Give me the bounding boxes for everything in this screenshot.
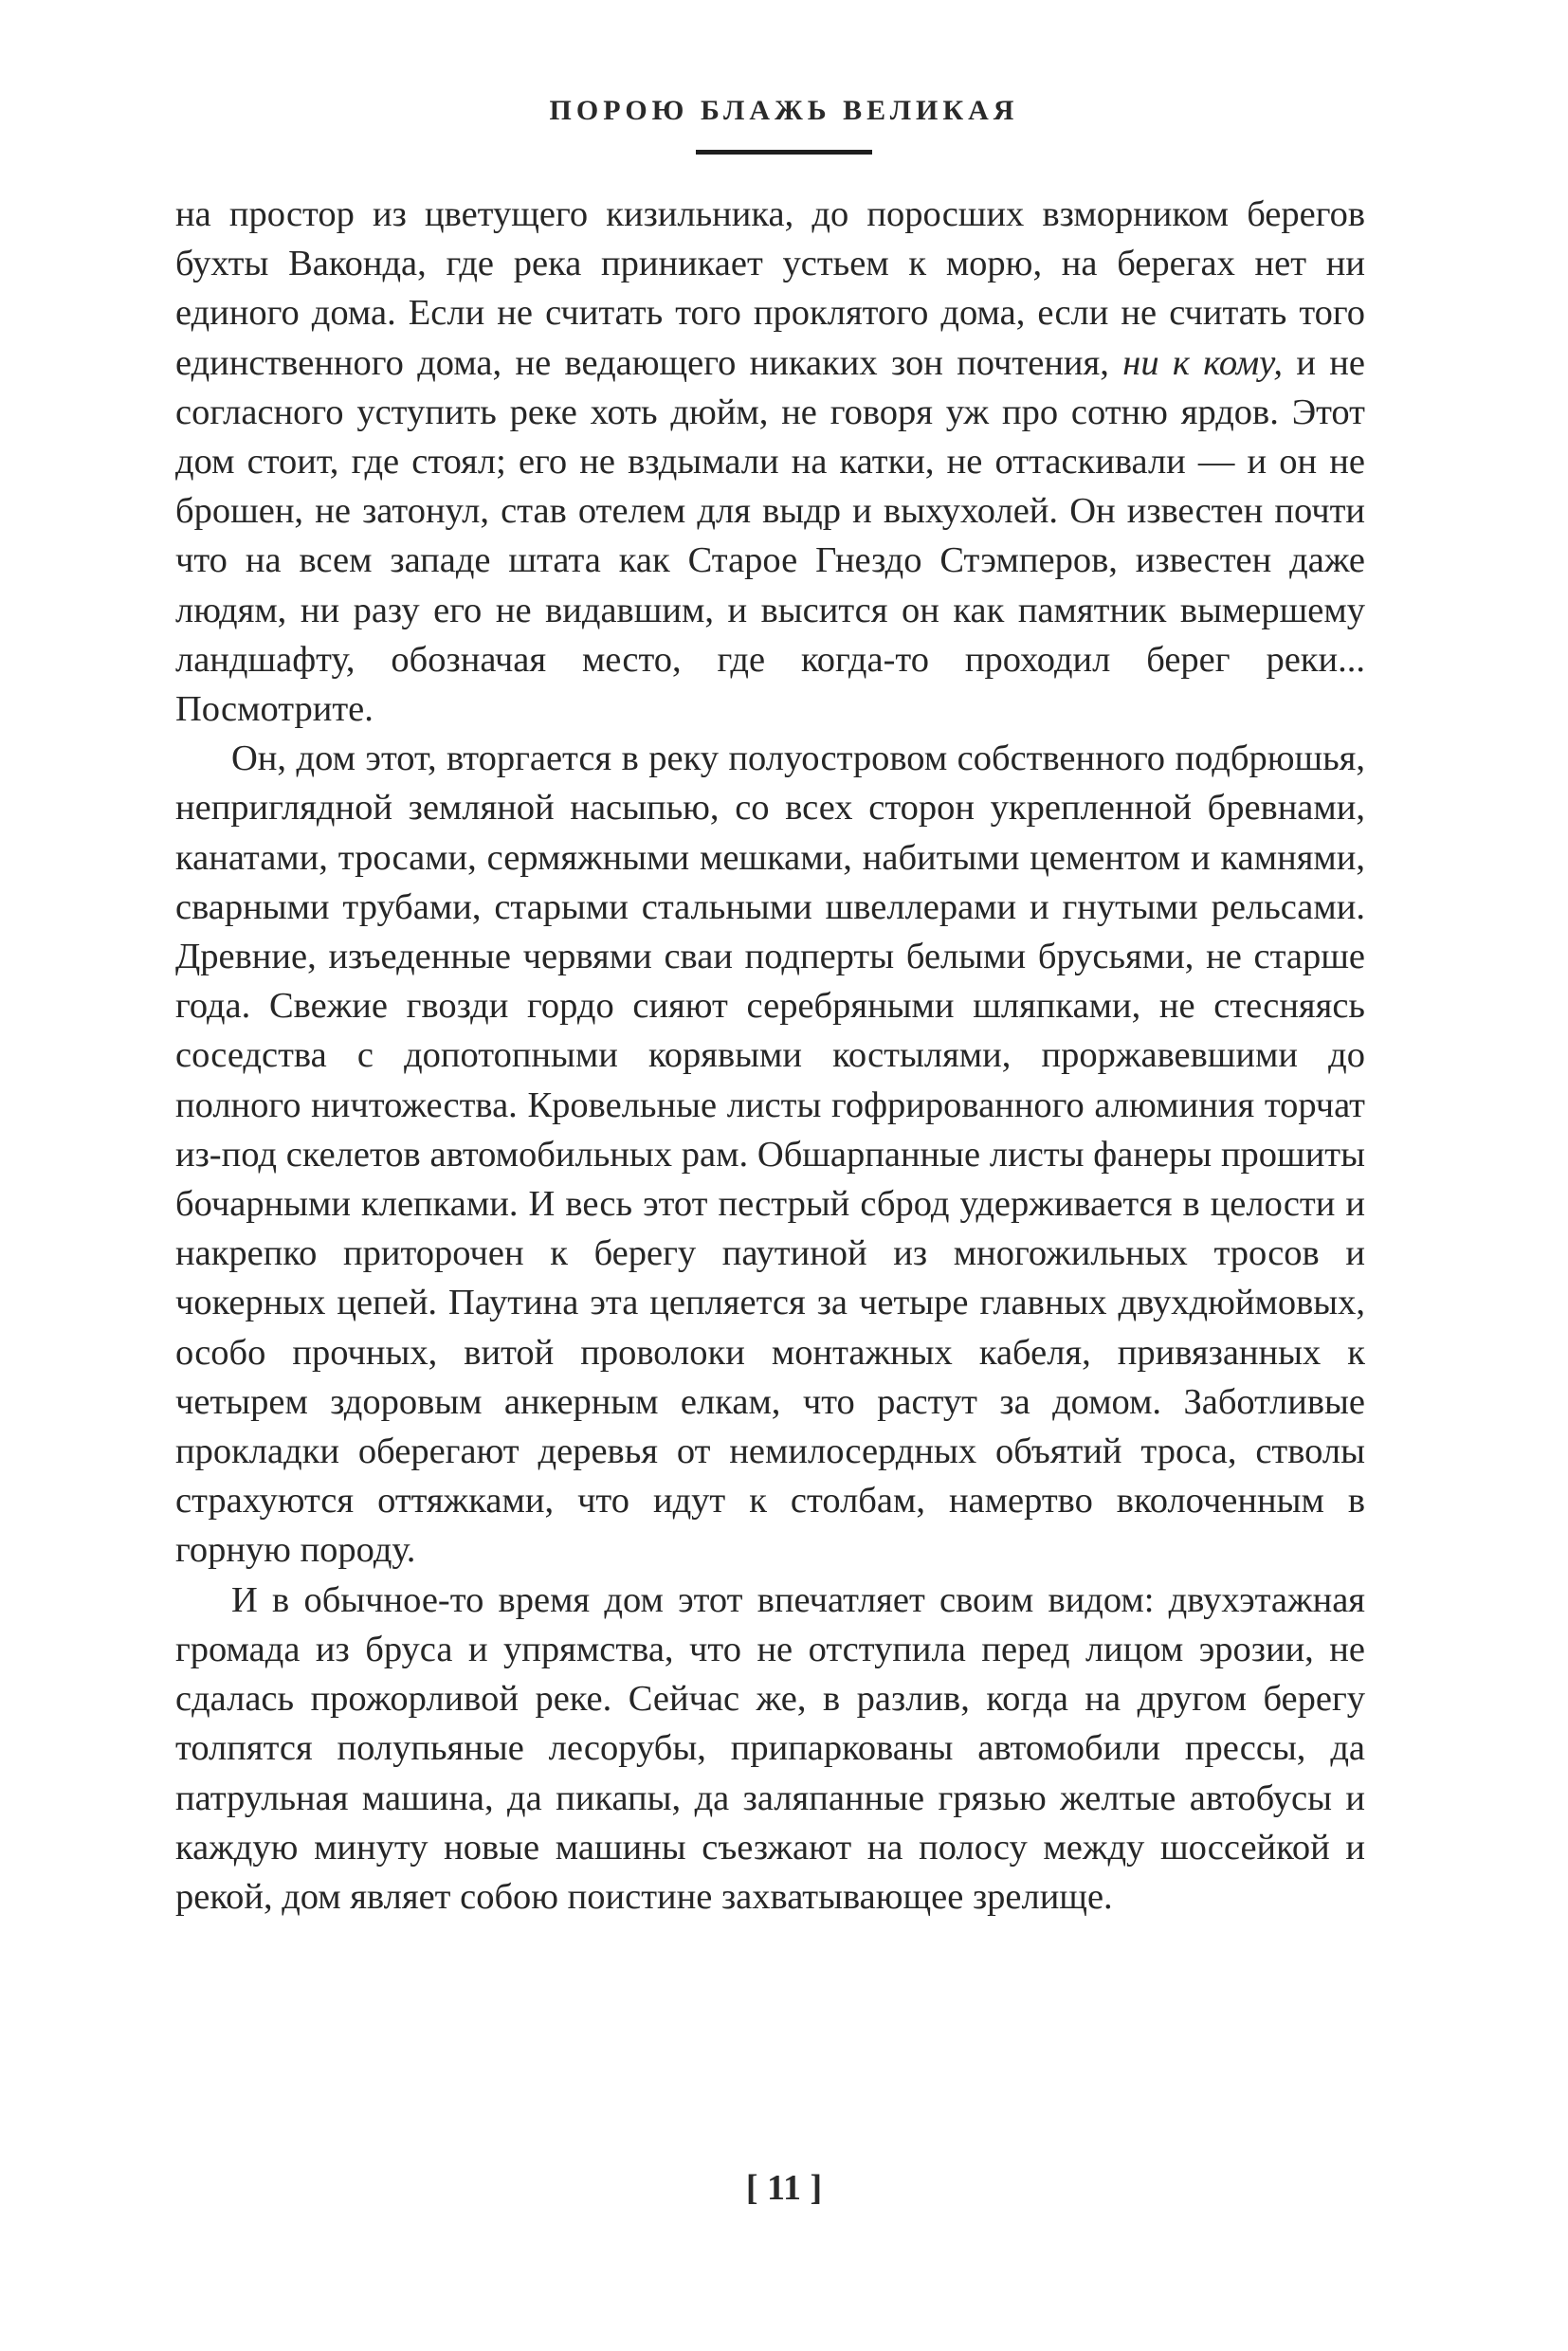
page-number: [ 11 ] bbox=[745, 2168, 823, 2208]
running-head-title: ПОРОЮ БЛАЖЬ ВЕЛИКАЯ bbox=[549, 95, 1019, 126]
paragraph-2: Он, дом этот, вторгается в реку полуостровом собственного подбрюшья, неприглядной земляной насыпью, со всех сторон укрепленной бревнами, канатами, тросами, сермяжными мешками, набитыми цементом и камнями, сварными трубами, старыми стальными швеллерами и гнутыми рельсами. Древние, изъеденные червями сваи подперты белыми брусьями, не старше года. Свежие гвозди гордо сияют серебряными шляпками, не стесняясь соседства с допотопными корявыми костылями, проржавевшими до полного ничтожества. Кровельные листы гофрированного алюминия торчат из-под скелетов автомобильных рам. Обшарпанные листы фанеры прошиты бочарными клепками. И весь этот пестрый сброд удерживается в целости и накрепко приторочен к берегу паутиной из многожильных тросов и чокерных цепей. Паутина эта цепляется за четыре главных двухдюймовых, особо прочных, витой проволоки монтажных кабеля, привязанных к четырем здоровым анкерным елкам, что растут за домом. Заботливые прокладки оберегают деревья от немилосердных объятий троса, стволы страхуются оттяжками, что идут к столбам, намертво вколоченным в горную породу. bbox=[175, 738, 1365, 1571]
paragraph-1-italic-phrase: ни к кому, bbox=[1122, 342, 1283, 383]
paragraph-1 bbox=[175, 190, 1365, 734]
paragraph-1-text-before: на простор из цветущего кизильника, до поросших взморником берегов бухты Ваконда, где река приникает устьем к морю, на берегах нет ни единого дома. Если не считать того проклятого дома, если не считать того единственного дома, не ведающего никаких зон почтения, bbox=[175, 194, 1365, 383]
header-rule bbox=[696, 150, 872, 155]
paragraph-1-text-after: и не согласного уступить реке хоть дюйм, не говоря уж про сотню ярдов. Этот дом стоит, где стоял; его не вздымали на катки, не оттаскивали — и он не брошен, не затонул, став отелем для выдр и выхухолей. Он известен почти что на всем западе штата как Старое Гнездо Стэмперов, известен даже людям, ни разу его не видавшим, и высится он как памятник вымершему ландшафту, обозначая место, где когда-то проходил берег реки... Посмотрите. bbox=[175, 342, 1365, 730]
paragraph-3: И в обычное-то время дом этот впечатляет своим видом: двухэтажная громада из бруса и упрямства, что не отступила перед лицом эрозии, не сдалась прожорливой реке. Сейчас же, в разлив, когда на другом берегу толпятся полупьяные лесорубы, припаркованы автомобили прессы, да патрульная машина, да пикапы, да заляпанные грязью желтые автобусы и каждую минуту новые машины съезжают на полосу между шоссейкой и рекой, дом являет собою поистине захватывающее зрелище. bbox=[175, 1579, 1365, 1917]
body-text bbox=[175, 190, 1365, 1922]
